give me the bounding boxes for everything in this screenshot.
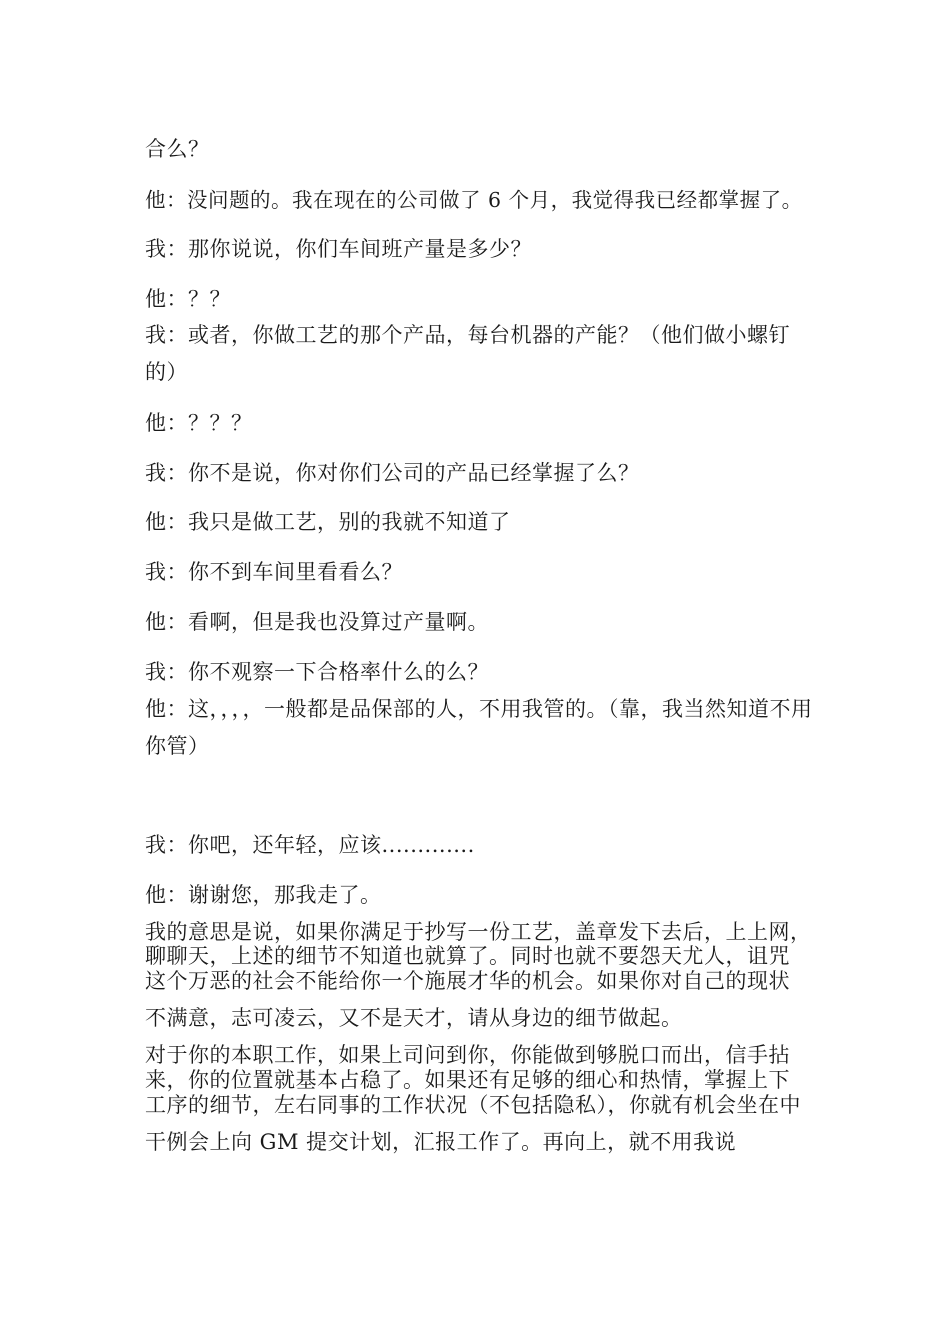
text-line: 来，你的位置就基本占稳了。如果还有足够的细心和热情，掌握上下: [145, 1068, 790, 1092]
text-line: 不满意，志可凌云，又不是天才，请从身边的细节做起。: [145, 1006, 683, 1030]
text-line: 我：你吧，还年轻，应该.............: [145, 833, 475, 857]
text-line: 我：你不是说，你对你们公司的产品已经掌握了么？: [145, 461, 640, 485]
text-line: 工序的细节，左右同事的工作状况（不包括隐私），你就有机会坐在中: [145, 1093, 801, 1117]
text-line: 干例会上向 GM 提交计划，汇报工作了。再向上，就不用我说: [145, 1130, 737, 1154]
text-line: 这个万恶的社会不能给你一个施展才华的机会。如果你对自己的现状: [145, 969, 790, 993]
text-line: 我的意思是说，如果你满足于抄写一份工艺，盖章发下去后，上上网，: [145, 920, 812, 944]
text-line: 他：我只是做工艺，别的我就不知道了: [145, 510, 511, 534]
text-line: 他：这，，，，一般都是品保部的人，不用我管的。（靠，我当然知道不用: [145, 697, 813, 721]
text-line: 我：那你说说，你们车间班产量是多少？: [145, 237, 532, 261]
text-line: 的）: [145, 360, 188, 384]
text-line: 合么？: [145, 137, 210, 161]
text-line: 我：你不到车间里看看么？: [145, 560, 403, 584]
text-line: 对于你的本职工作，如果上司问到你，你能做到够脱口而出，信手拈: [145, 1043, 790, 1067]
text-line: 他：？？: [145, 287, 231, 311]
text-line: 他：看啊，但是我也没算过产量啊。: [145, 610, 489, 634]
text-line: 我：或者，你做工艺的那个产品，每台机器的产能？（他们做小螺钉: [145, 323, 790, 347]
text-line: 你管）: [145, 734, 210, 758]
text-line: 他：谢谢您，那我走了。: [145, 883, 382, 907]
text-line: 我：你不观察一下合格率什么的么？: [145, 660, 489, 684]
text-line: 他：没问题的。我在现在的公司做了 6 个月，我觉得我已经都掌握了。: [145, 188, 803, 212]
text-line: 聊聊天，上述的细节不知道也就算了。同时也就不要怨天尤人，诅咒: [145, 944, 790, 968]
text-line: 他：？？？: [145, 411, 253, 435]
